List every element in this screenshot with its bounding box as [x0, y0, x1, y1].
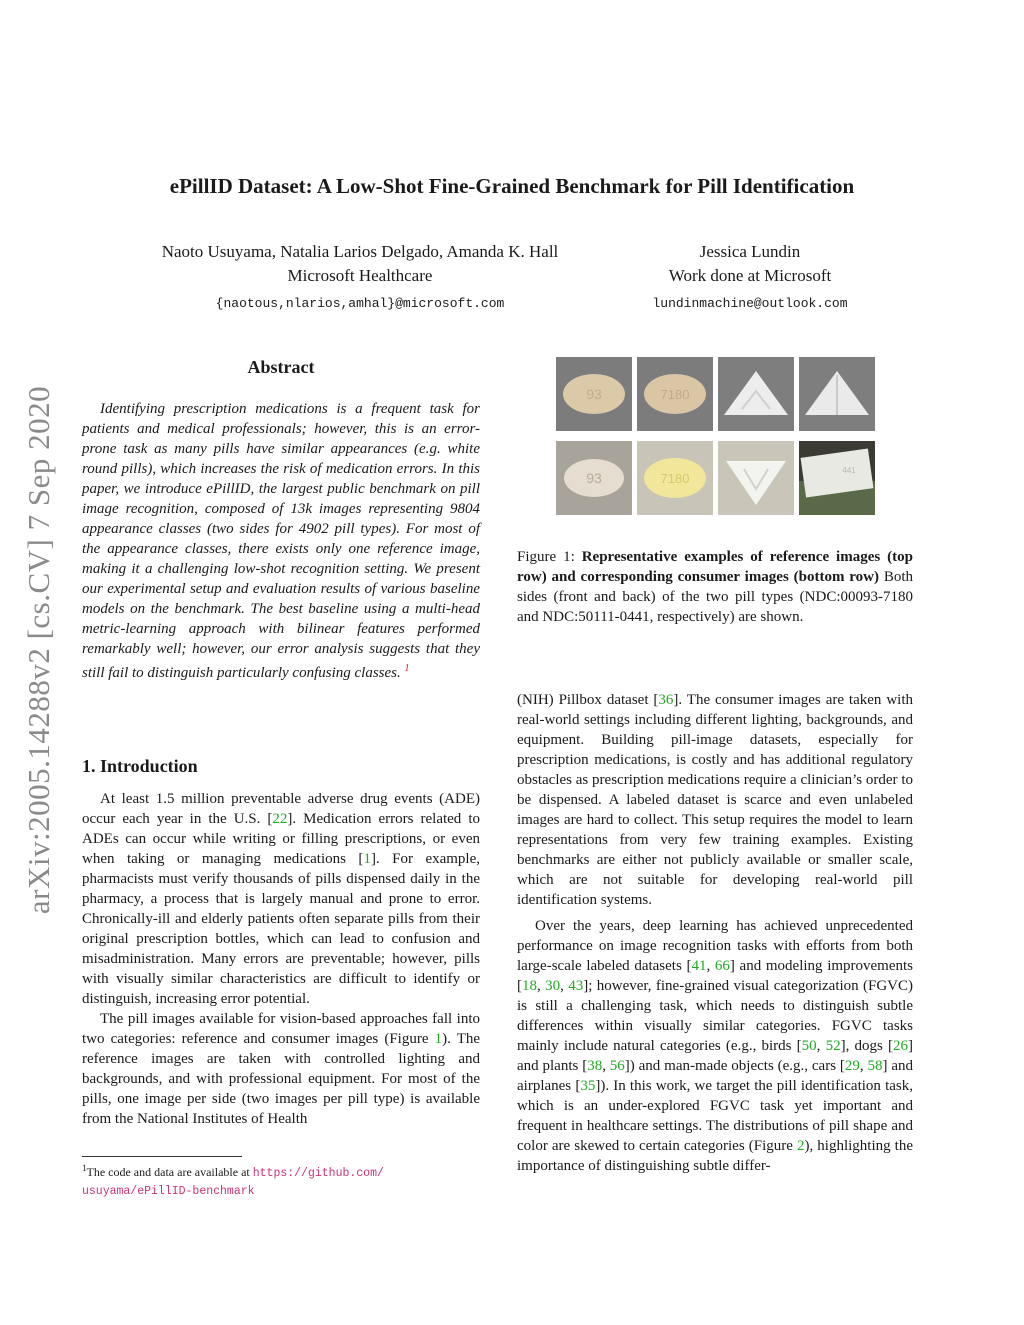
author-affiliation: Microsoft Healthcare: [287, 266, 433, 285]
author-affiliation: Work done at Microsoft: [668, 266, 832, 285]
intro-paragraph-1: At least 1.5 million preventable adverse drug events (ADE) occur each year in the U.S. [22]. Medication errors related to ADEs can occur while writing or filling prescriptions, or even when taking or managing medications [1]. For example, pharmacists must verify thousands of pills dispensed daily in the pharmacy, a process that is largely manual and prone to error. Chronically-ill and elderly patients often separate pills from their original prescription bottles, which can lead to confusion and misadministration. Many errors are preventable; however, pills with visually similar characteristics are difficult to identify or distinguish, increasing error potential.: [82, 791, 481, 1007]
footnote: [82, 1160, 480, 1200]
footnote-url-continued[interactable]: usuyama/ePillID-benchmark: [82, 1185, 255, 1198]
pill-imprint: 7180: [660, 387, 690, 402]
abstract-heading: Abstract: [247, 357, 315, 377]
intro-paragraph-2: The pill images available for vision-based approaches fall into two categories: reference and consumer images (Figure 1). The reference images are taken with controlled lighting and backgrounds, and with professional equipment. For most of the pills, one image per side (two images per pill type) is available from the National Institutes of Health: [82, 1011, 481, 1127]
author-names: Jessica Lundin: [699, 242, 801, 261]
footnote-rule: [82, 1156, 242, 1157]
author-block-right: [620, 240, 880, 316]
citation-link[interactable]: 29: [844, 1058, 860, 1074]
footnote-mark: 1: [82, 1163, 87, 1173]
section-heading-introduction: 1. Introduction: [82, 756, 198, 776]
abstract-text: [82, 399, 480, 683]
citation-link[interactable]: 36: [658, 692, 674, 708]
footnote-url[interactable]: https://github.com/: [252, 1167, 384, 1180]
citation-link[interactable]: 18: [522, 978, 537, 994]
paper-title: ePillID Dataset: A Low-Shot Fine-Grained Benchmark for Pill Identification: [169, 174, 855, 198]
citation-link[interactable]: 30: [545, 978, 561, 994]
citation-link[interactable]: 1: [363, 851, 371, 867]
pill-imprint: 93: [586, 386, 602, 402]
arxiv-identifier: arXiv:2005.14288v2 [cs.CV] 7 Sep 2020: [21, 385, 56, 915]
citation-link[interactable]: 66: [714, 958, 730, 974]
citation-link[interactable]: 56: [609, 1058, 625, 1074]
figure-1-caption: [517, 547, 913, 627]
pill-image-consumer-back-1: [637, 441, 713, 515]
citation-link[interactable]: 35: [580, 1078, 596, 1094]
right-column-text: [517, 690, 913, 1176]
abstract-body: Identifying prescription medications is a frequent task for patients and medical professionals; however, this is an error-prone task as many pills have similar appearances (e.g. white round pills), which increases the risk of medication errors. In this paper, we introduce ePillID, the largest public benchmark on pill image recognition, composed of 13k images representing 9804 appearance classes (two sides for 4902 pill types). For most of the appearance classes, there exists only one reference image, making it a challenging low-shot recognition setting. We present our experimental setup and evaluation results of various baseline models on the benchmark. The best baseline using a multi-head metric-learning approach with bilinear features performed remarkably well; however, our error analysis suggests that they still fail to distinguish particularly confusing classes.: [82, 401, 480, 681]
pill-imprint: 7180: [660, 471, 690, 486]
pill-image-reference-back-2: [799, 357, 875, 431]
citation-link[interactable]: 26: [893, 1038, 909, 1054]
citation-link[interactable]: 50: [801, 1038, 817, 1054]
pill-image-reference-back-1: [637, 357, 713, 431]
footnote-reference[interactable]: 1: [404, 663, 410, 674]
intro-text: [82, 789, 480, 1129]
pill-imprint: 441: [842, 466, 856, 475]
caption-bold: Representative examples of reference images (top row) and corresponding consumer images (bottom row): [517, 549, 913, 585]
pill-image-reference-front-2: [718, 357, 794, 431]
pill-image-consumer-back-2: [799, 441, 875, 515]
pill-image-consumer-front-2: [718, 441, 794, 515]
pill-imprint: 93: [586, 470, 602, 486]
figure-reference-link[interactable]: 2: [796, 1138, 805, 1154]
right-paragraph-1: (NIH) Pillbox dataset [36]. The consumer images are taken with real-world settings including different lighting, backgrounds, and equipment. Building pill-image datasets, especially for prescription medications, is costly and has additional regulatory obstacles as prescription medications require a clinician’s order to be dispensed. A labeled dataset is scarce and even unlabeled images are hard to collect. This setup requires the model to learn representations from very few training examples. Existing benchmarks are either not publicly available or smaller scale, which are not suitable for developing real-world pill identification systems.: [517, 692, 913, 908]
citation-link[interactable]: 43: [568, 978, 584, 994]
caption-rest: Both sides (front and back) of the two pill types (NDC:00093-7180 and NDC:50111-0441, respectively) are shown.: [517, 569, 913, 625]
pill-image-reference-front-1: [556, 357, 632, 431]
pill-image-consumer-front-1: [556, 441, 632, 515]
figure-1-image-grid: [556, 357, 874, 517]
footnote-text: The code and data are available at: [86, 1165, 253, 1179]
figure-reference-link[interactable]: 1: [434, 1031, 443, 1047]
right-paragraph-2: Over the years, deep learning has achieved unprecedented performance on image recognition tasks with efforts from both large-scale labeled datasets [41, 66] and modeling improvements [18, 30, 43]; however, fine-grained visual categorization (FGVC) is still a challenging task, which needs to distinguish subtle differences within visually similar categories. FGVC tasks mainly include natural categories (e.g., birds [50, 52], dogs [26] and plants [38, 56]) and man-made objects (e.g., cars [29, 58] and airplanes [35]). In this work, we target the pill identification task, which is an under-explored FGVC task yet important and frequent in healthcare settings. The distributions of pill shape and color are skewed to certain categories (Figure 2), highlighting the importance of distinguishing subtle differ-: [517, 918, 914, 1174]
author-email: {naotous,nlarios,amhal}@microsoft.com: [215, 296, 505, 311]
citation-link[interactable]: 52: [825, 1038, 841, 1054]
author-names: Naoto Usuyama, Natalia Larios Delgado, Amanda K. Hall: [161, 242, 559, 261]
caption-prefix: Figure 1:: [517, 549, 582, 565]
citation-link[interactable]: 38: [587, 1058, 603, 1074]
author-block-left: [110, 240, 610, 316]
citation-link[interactable]: 41: [691, 958, 707, 974]
citation-link[interactable]: 22: [272, 811, 288, 827]
citation-link[interactable]: 58: [867, 1058, 883, 1074]
author-email: lundinmachine@outlook.com: [652, 296, 848, 311]
